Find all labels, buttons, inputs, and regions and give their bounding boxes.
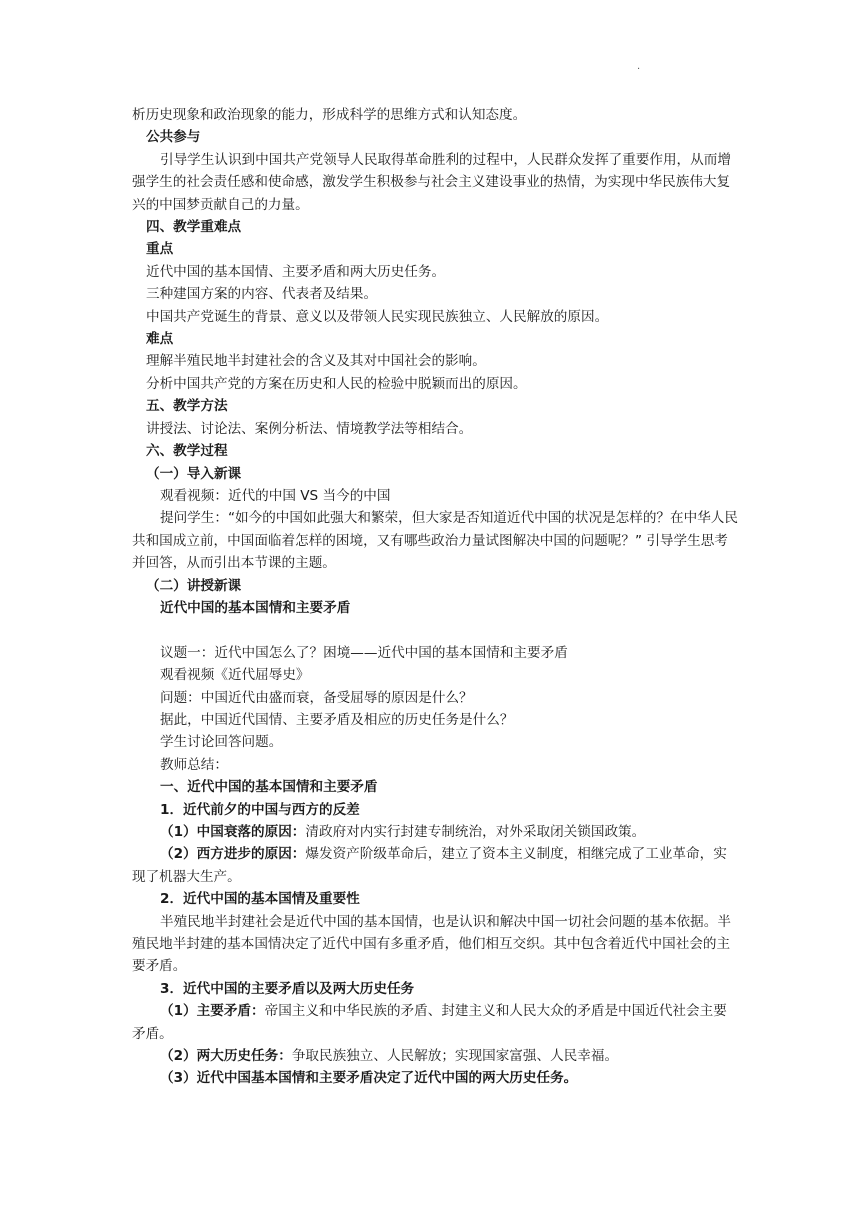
list-item: 分析中国共产党的方案在历史和人民的检验中脱颖而出的原因。 [146,375,527,392]
paragraph: （3）近代中国基本国情和主要矛盾决定了近代中国的两大历史任务。 [160,1070,578,1087]
section-heading-6: 六、教学过程 [146,443,228,460]
section-heading-4: 四、教学重难点 [146,219,242,236]
paragraph: 议题一：近代中国怎么了？困境——近代中国的基本国情和主要矛盾 [160,644,568,661]
paragraph [132,1045,738,1067]
paragraph [132,821,738,843]
subheading-new-lesson: （二）讲授新课 [146,577,242,594]
paragraph: 教师总结： [160,756,228,773]
item-text: 帝国主义和中华民族的矛盾、封建主义和人民大众的矛盾是中国近代社会主要矛盾。 [132,1003,727,1042]
list-item: 理解半殖民地半封建社会的含义及其对中国社会的影响。 [146,353,486,370]
item-text: 清政府对内实行封建专制统治，对外采取闭关锁国政策。 [305,823,646,840]
subheading-key-points: 重点 [146,241,174,258]
subheading-lead-in: （一）导入新课 [146,465,242,482]
paragraph: 讲授法、讨论法、案例分析法、情境教学法等相结合。 [146,420,473,437]
subsection-heading: 1．近代前夕的中国与西方的反差 [160,801,360,818]
header-mark: · [637,64,641,75]
blank-line [132,619,738,641]
paragraph: 观看视频《近代屈辱史》 [160,667,310,684]
topic-heading: 近代中国的基本国情和主要矛盾 [160,599,351,616]
item-text: 争取民族独立、人民解放；实现国家富强、人民幸福。 [291,1048,619,1065]
subheading-public-participation: 公共参与 [146,129,201,146]
list-item: 近代中国的基本国情、主要矛盾和两大历史任务。 [146,263,446,280]
paragraph: 提问学生：“如今的中国如此强大和繁荣，但大家是否知道近代中国的状况是怎样的？在中华人民共和国成立前，中国面临着怎样的困境，又有哪些政治力量试图解决中国的问题呢？” 引导学生思考并回答，从而引出本节课的主题。 [132,510,738,572]
paragraph: 观看视频：近代的中国 VS 当今的中国 [160,487,391,504]
paragraph [132,1000,738,1045]
paragraph: 学生讨论回答问题。 [160,734,283,751]
list-item: 中国共产党诞生的背景、意义以及带领人民实现民族独立、人民解放的原因。 [146,308,609,325]
item-label: （2）两大历史任务： [160,1048,292,1065]
subsection-heading: 2．近代中国的基本国情及重要性 [160,891,360,908]
subheading-difficulties: 难点 [146,331,174,348]
section-heading-5: 五、教学方法 [146,398,228,415]
item-text: 爆发资产阶级革命后，建立了资本主义制度，相继完成了工业革命，实现了机器大生产。 [132,846,727,885]
paragraph [132,843,738,888]
paragraph: 据此，中国近代国情、主要矛盾及相应的历史任务是什么？ [160,711,514,728]
document-body [132,104,738,1090]
item-label: （1）主要矛盾： [160,1003,265,1020]
subsection-heading: 3．近代中国的主要矛盾以及两大历史任务 [160,980,415,997]
paragraph: 析历史现象和政治现象的能力，形成科学的思维方式和认知态度。 [132,107,527,123]
paragraph: 问题：中国近代由盛而衰，备受屈辱的原因是什么？ [160,689,473,706]
item-label: （1）中国衰落的原因： [160,823,306,840]
list-item: 三种建国方案的内容、代表者及结果。 [146,286,378,303]
paragraph: 引导学生认识到中国共产党领导人民取得革命胜利的过程中，人民群众发挥了重要作用，从而增强学生的社会责任感和使命感，激发学生积极参与社会主义建设事业的热情，为实现中华民族伟大复兴的中国梦贡献自己的力量。 [132,151,731,213]
item-label: （2）西方进步的原因： [160,846,306,863]
paragraph: 半殖民地半封建社会是近代中国的基本国情，也是认识和解决中国一切社会问题的基本依据。半殖民地半封建的基本国情决定了近代中国有多重矛盾，他们相互交织。其中包含着近代中国社会的主要矛盾。 [132,913,731,975]
section-heading-1: 一、近代中国的基本国情和主要矛盾 [160,779,378,796]
